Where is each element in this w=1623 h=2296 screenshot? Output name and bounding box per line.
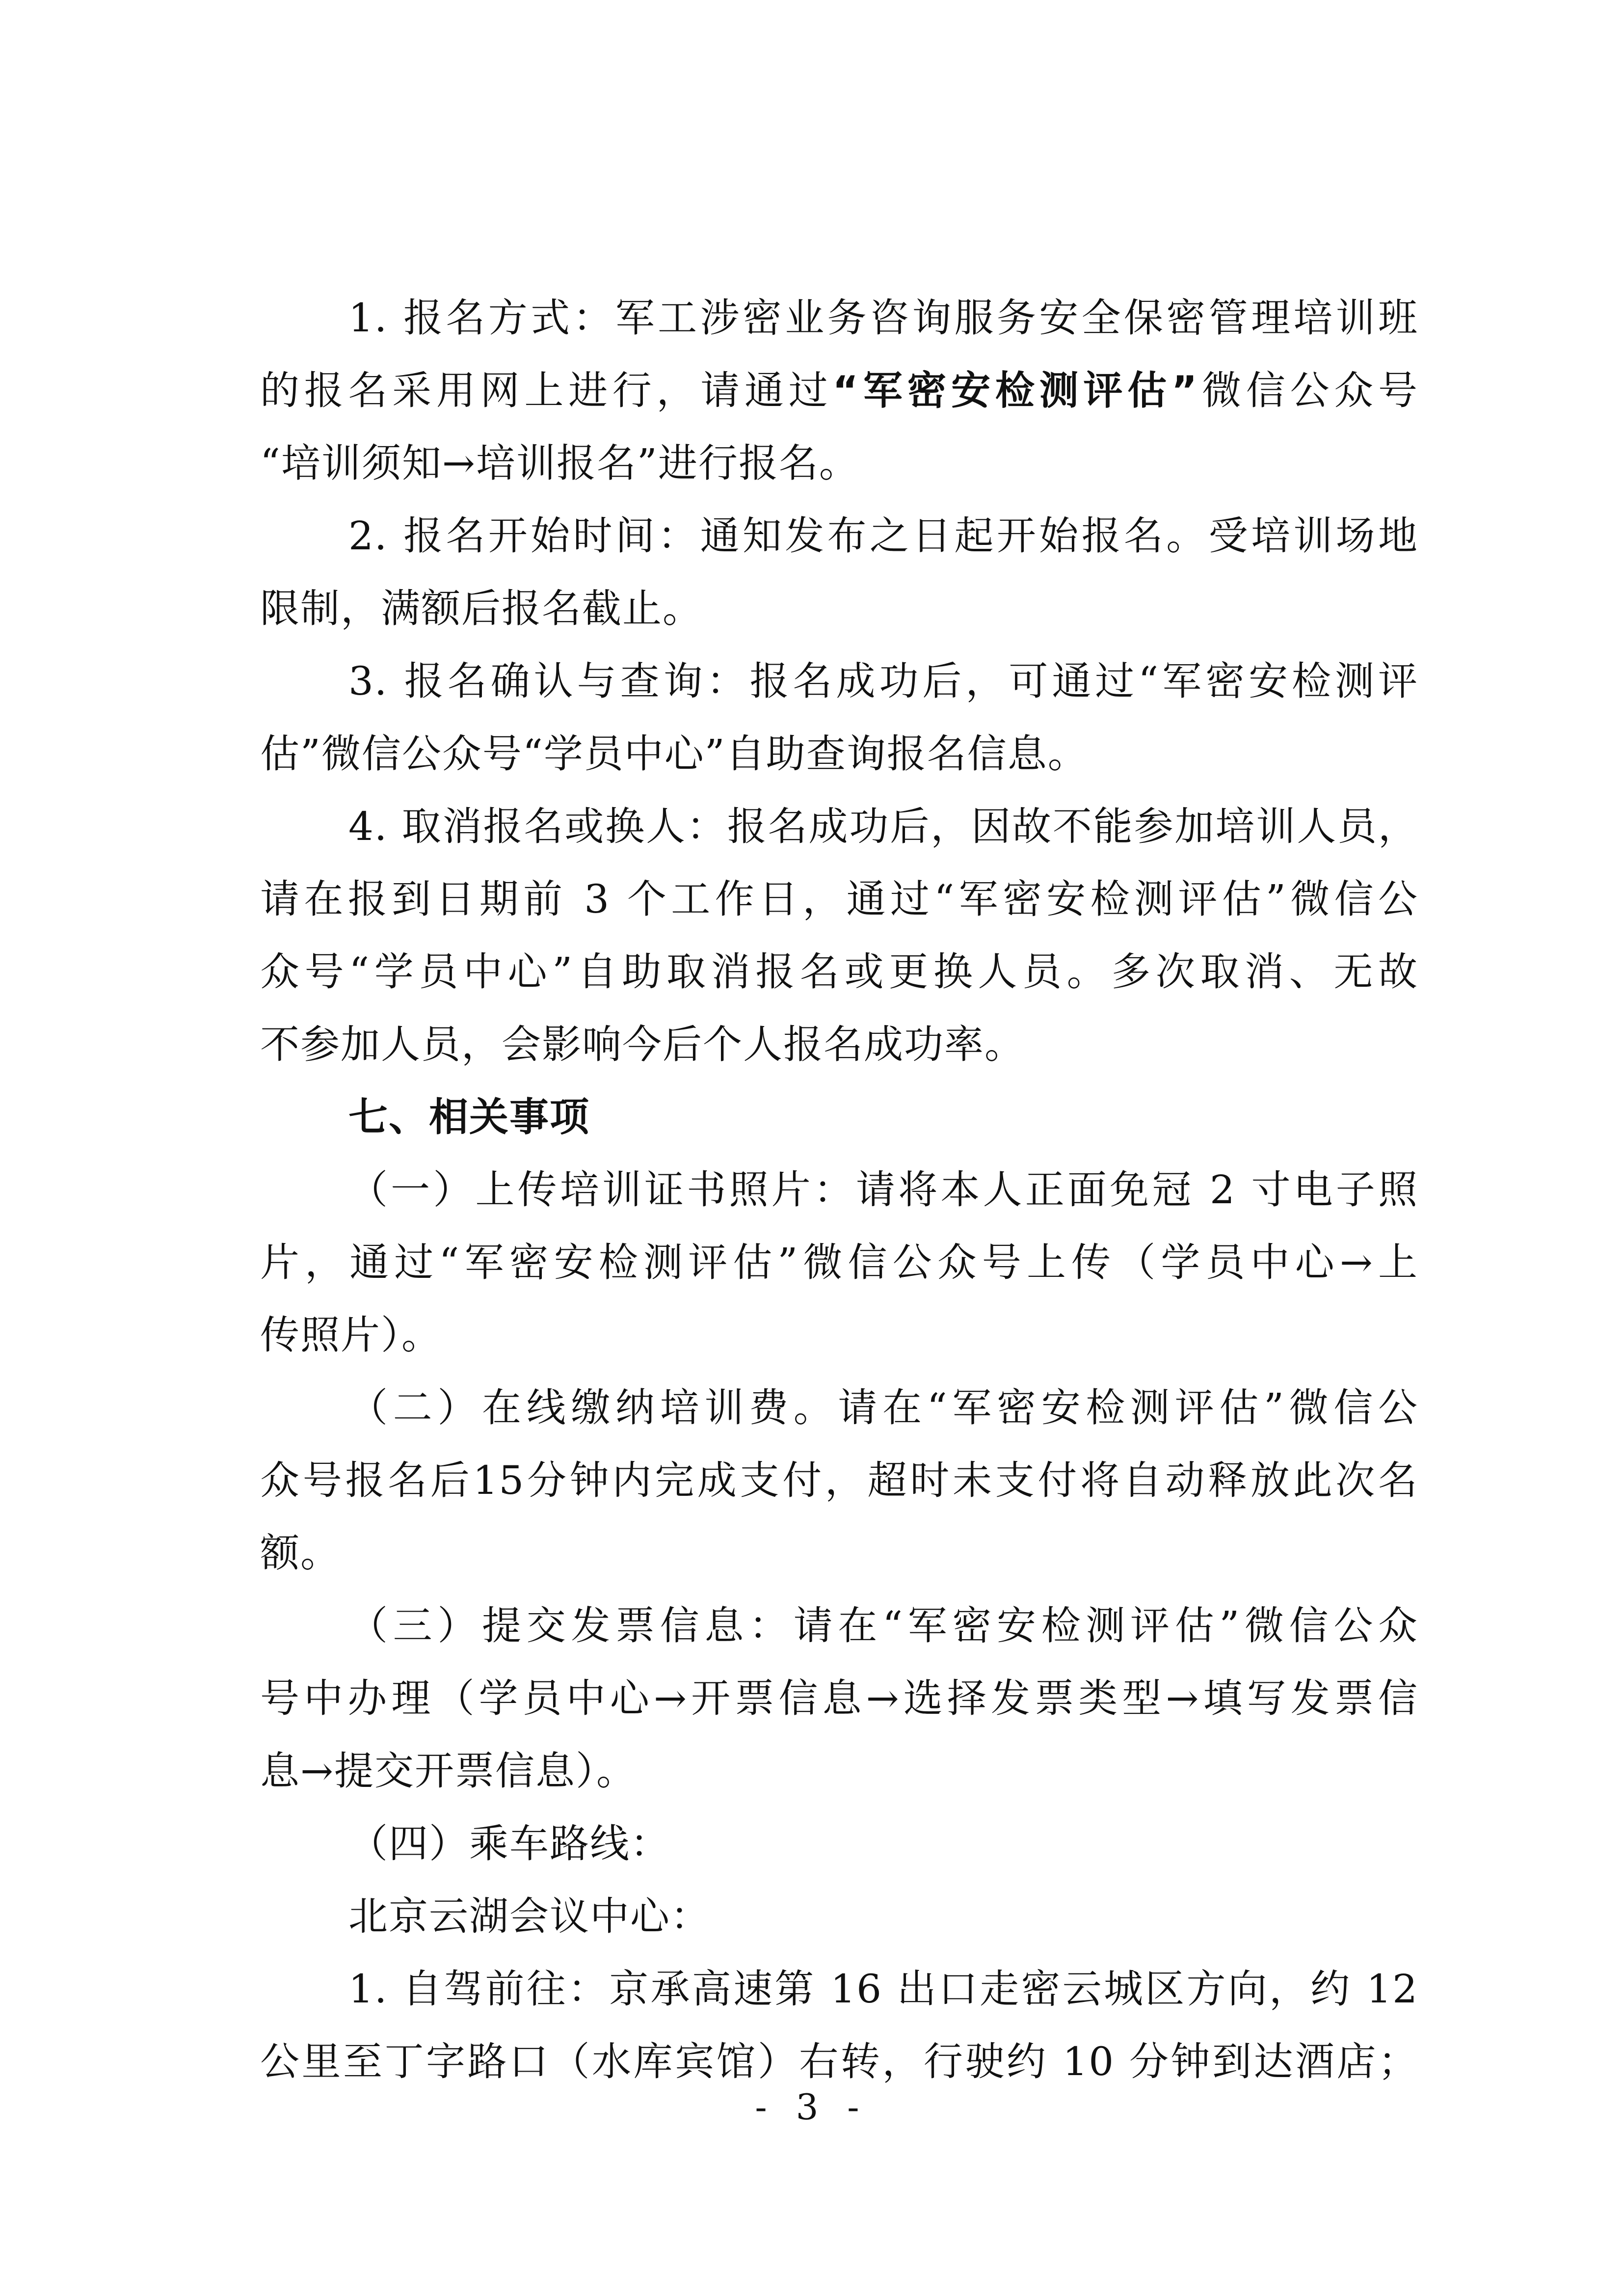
paragraph-line [260, 366, 1418, 420]
paragraph-line: 传照片）。 [260, 1312, 442, 1358]
paragraph-line: 息→提交开票信息）。 [260, 1748, 637, 1794]
paragraph-line: 额。 [260, 1530, 341, 1576]
paragraph-line: 估”微信公众号“学员中心”自助查询报名信息。 [260, 731, 1088, 777]
paragraph-line: “培训须知→培训报名”进行报名。 [260, 440, 859, 486]
inline-text: 的报名采用网上进行，请通过 [260, 368, 833, 413]
paragraph-line: 众号“学员中心”自助取消报名或更换人员。多次取消、无故 [260, 949, 1418, 995]
paragraph-line: 号中办理（学员中心→开票信息→选择发票类型→填写发票信 [260, 1675, 1418, 1721]
paragraph-line: 1. 自驾前往：京承高速第 16 出口走密云城区方向，约 12 [348, 1966, 1418, 2012]
paragraph-line: 限制，满额后报名截止。 [260, 586, 703, 631]
page-number: - 3 - [755, 2086, 868, 2128]
paragraph-line: 公里至丁字路口（水库宾馆）右转，行驶约 10 分钟到达酒店； [260, 2039, 1418, 2084]
paragraph-line: 请在报到日期前 3 个工作日，通过“军密安检测评估”微信公 [260, 876, 1418, 922]
section-heading: 七、相关事项 [348, 1094, 590, 1140]
paragraph-line: 2. 报名开始时间：通知发布之日起开始报名。受培训场地 [348, 513, 1418, 559]
paragraph-line: （一）上传培训证书照片：请将本人正面免冠 2 寸电子照 [348, 1167, 1418, 1213]
paragraph-line: 不参加人员，会影响今后个人报名成功率。 [260, 1022, 1025, 1067]
paragraph-line: （二）在线缴纳培训费。请在“军密安检测评估”微信公 [348, 1385, 1418, 1431]
paragraph-line: 4. 取消报名或换人：报名成功后，因故不能参加培训人员， [348, 804, 1418, 849]
paragraph-line: 3. 报名确认与查询：报名成功后，可通过“军密安检测评 [348, 658, 1418, 704]
paragraph-line: 众号报名后15分钟内完成支付，超时未支付将自动释放此次名 [260, 1458, 1418, 1503]
paragraph-line: （三）提交发票信息：请在“军密安检测评估”微信公众 [348, 1603, 1418, 1648]
paragraph-line: （四）乘车路线： [348, 1821, 670, 1866]
paragraph-line: 1. 报名方式：军工涉密业务咨询服务安全保密管理培训班 [348, 295, 1418, 341]
inline-text: 微信公众号 [1198, 368, 1419, 413]
bold-account-name: “军密安检测评估” [832, 368, 1198, 413]
paragraph-line: 北京云湖会议中心： [348, 1893, 711, 1939]
paragraph-line: 片，通过“军密安检测评估”微信公众号上传（学员中心→上 [260, 1240, 1418, 1285]
